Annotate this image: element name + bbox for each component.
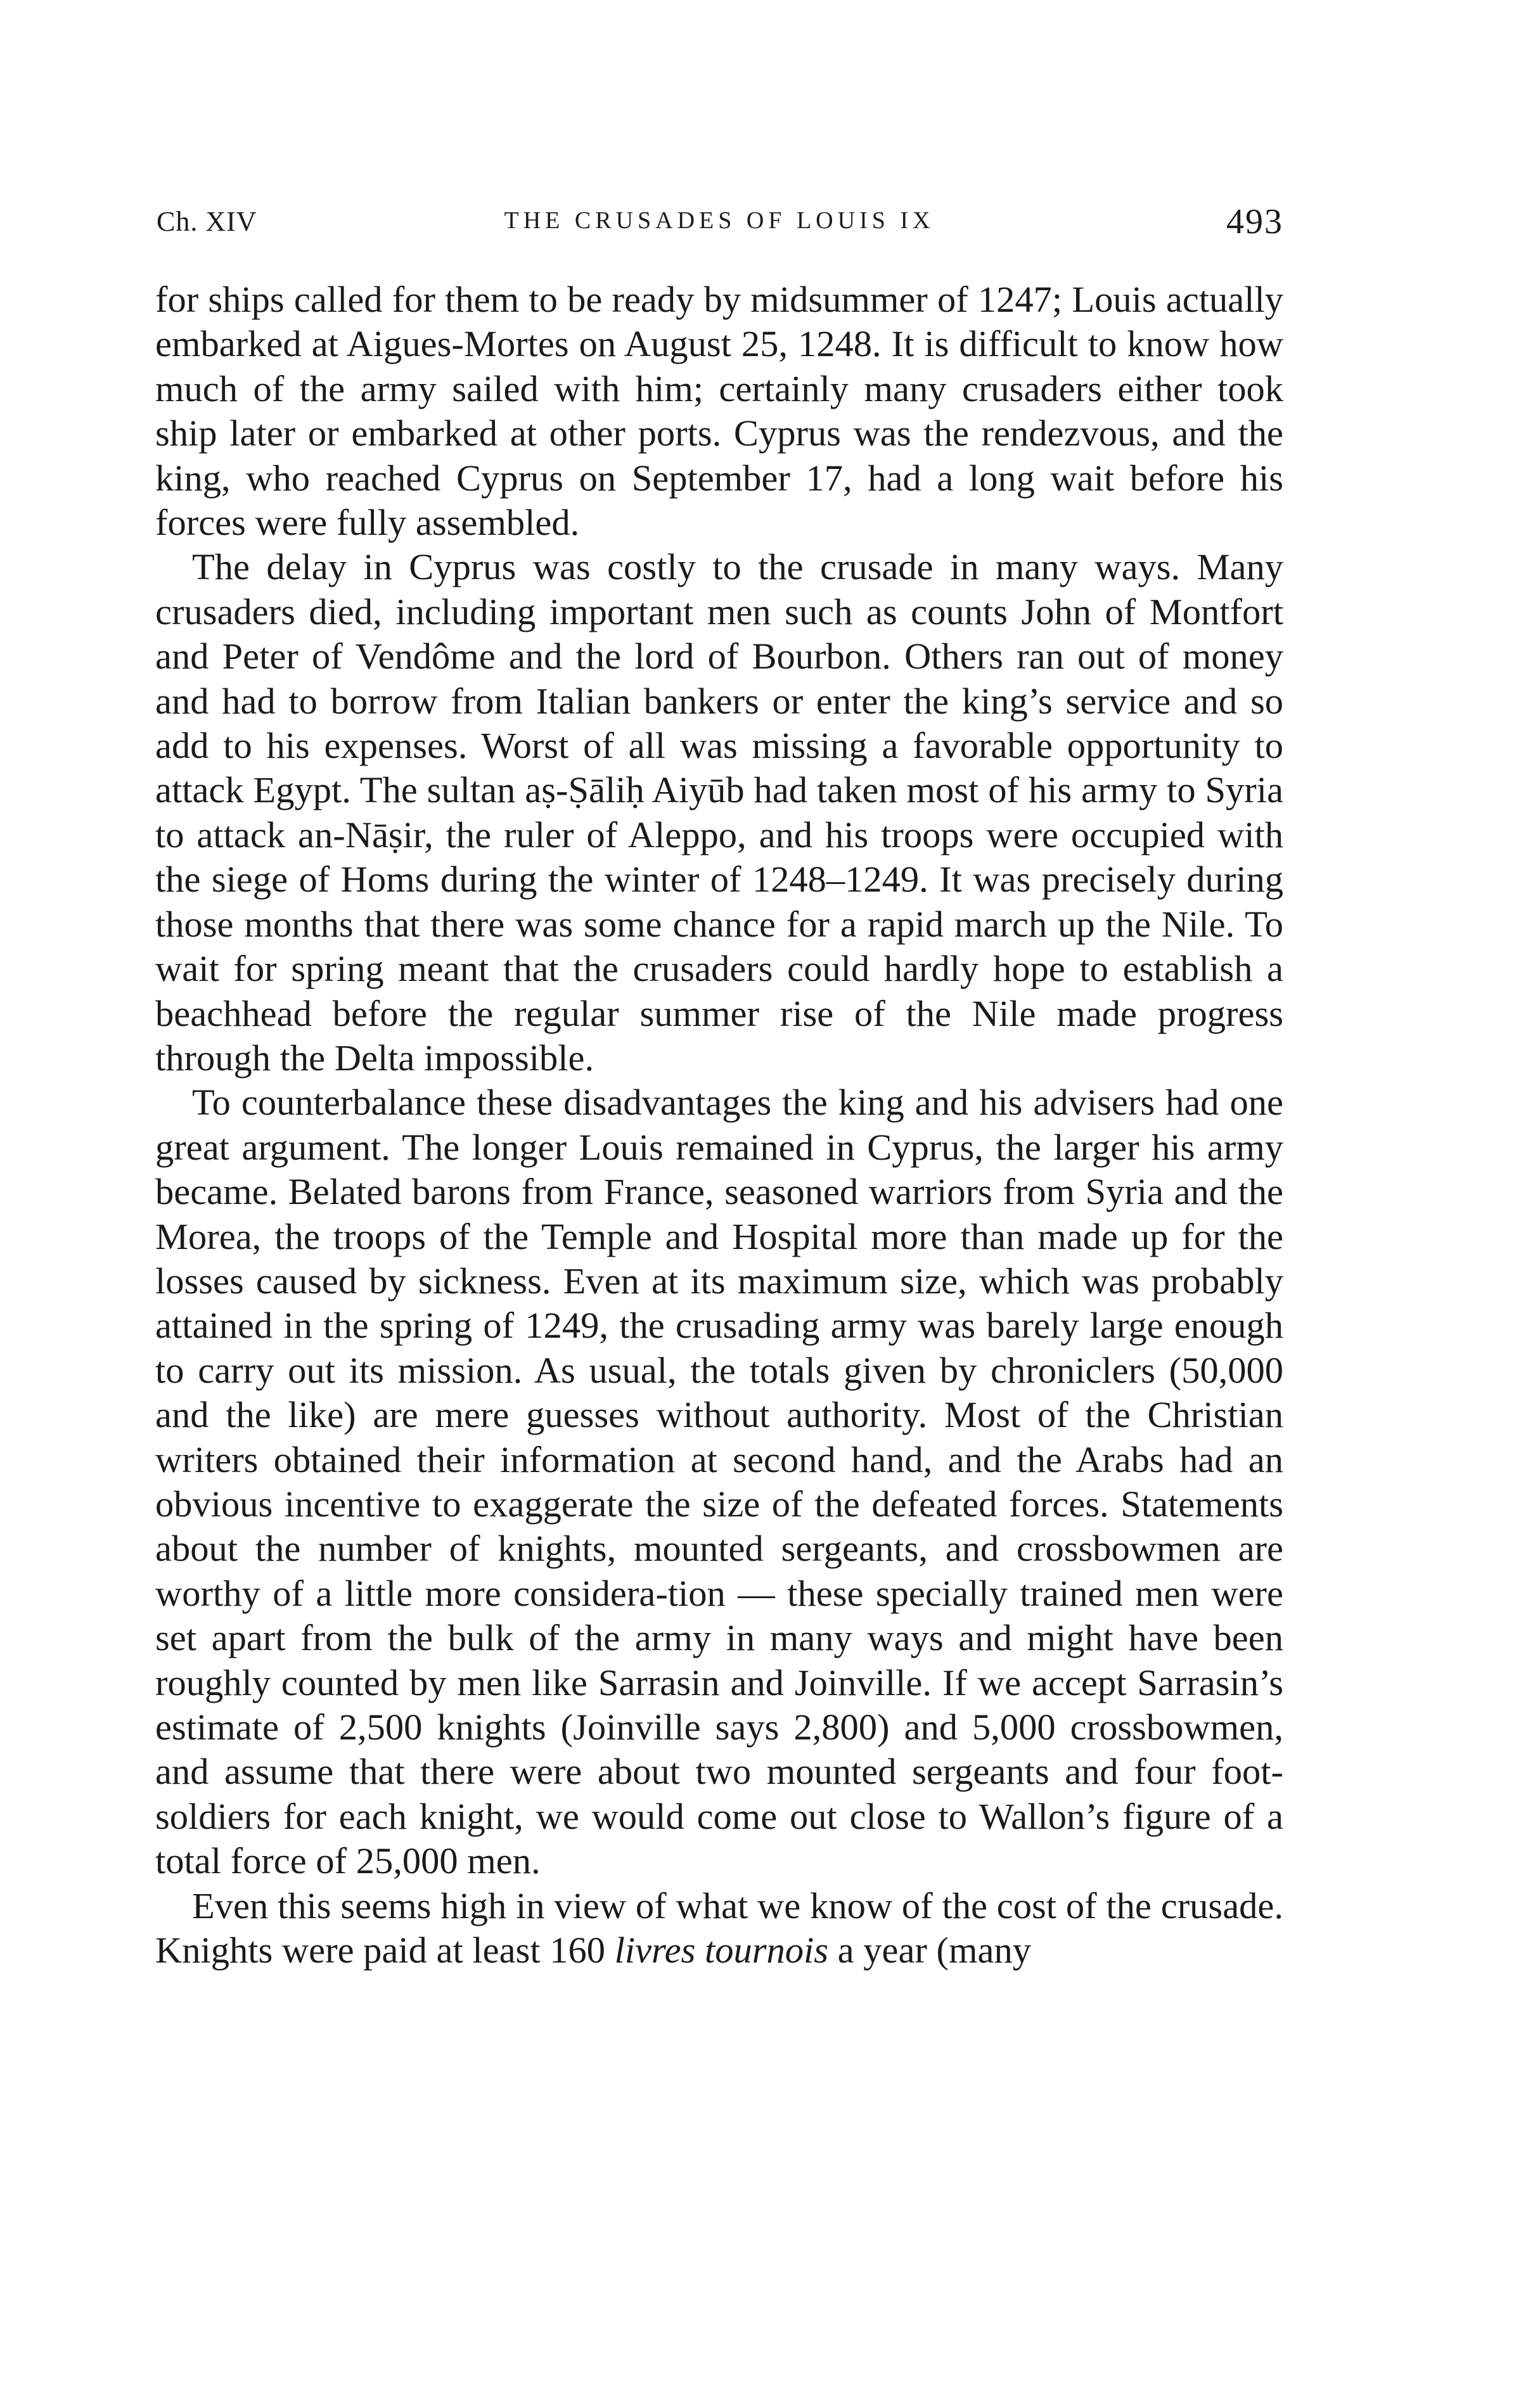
running-title: THE CRUSADES OF LOUIS IX <box>504 207 935 234</box>
body-text <box>155 278 1283 1973</box>
paragraph-4-text: Even this seems high in view of what we know of the cost of the crusade. Knights were paid at least 160 <box>155 1885 1283 1971</box>
paragraph-2: The delay in Cyprus was costly to the crusade in many ways. Many crusaders died, including important men such as counts John of Montfort and Peter of Vendôme and the lord of Bourbon. Others ran out of money and had to borrow from Italian bankers or enter the king’s service and so add to his expenses. Worst of all was missing a favorable opportunity to attack Egypt. The sultan aṣ-Ṣāliḥ Aiyūb had taken most of his army to Syria to attack an-Nāṣir, the ruler of Aleppo, and his troops were occupied with the siege of Homs during the winter of 1248–1249. It was precisely during those months that there was some chance for a rapid march up the Nile. To wait for spring meant that the crusaders could hardly hope to establish a beachhead before the regular summer rise of the Nile made progress through the Delta impossible. <box>155 546 1283 1079</box>
paragraph-3: To counterbalance these disadvantages the king and his advisers had one great argument. The longer Louis remained in Cyprus, the larger his army became. Belated barons from France, seasoned warriors from Syria and the Morea, the troops of the Temple and Hospital more than made up for the losses caused by sickness. Even at its maximum size, which was probably attained in the spring of 1249, the crusading army was barely large enough to carry out its mission. As usual, the totals given by chroniclers (50,000 and the like) are mere guesses without authority. Most of the Christian writers obtained their information at second hand, and the Arabs had an obvious incentive to exaggerate the size of the defeated forces. Statements about the number of knights, mounted sergeants, and crossbowmen are worthy of a little more considera-tion — these specially trained men were set apart from the bulk of the army in many ways and might have been roughly counted by men like Sarrasin and Joinville. If we accept Sarrasin’s estimate of 2,500 knights (Joinville says 2,800) and 5,000 crossbowmen, and assume that there were about two mounted sergeants and four foot-soldiers for each knight, we would come out close to Wallon’s figure of a total force of 25,000 men. <box>155 1082 1283 1882</box>
paragraph-1: for ships called for them to be ready by midsummer of 1247; Louis actually embarked at Aigues-Mortes on August 25, 1248. It is difficult to know how much of the army sailed with him; certainly many crusaders either took ship later or embarked at other ports. Cyprus was the rendezvous, and the king, who reached Cyprus on September 17, had a long wait before his forces were fully assembled. <box>155 279 1283 544</box>
paragraph-4 <box>155 1884 1283 1973</box>
paragraph-4-tail: a year (many <box>828 1930 1031 1971</box>
running-head <box>155 202 1283 252</box>
chapter-label: Ch. XIV <box>157 206 257 237</box>
paragraph-4-italic: livres tournois <box>614 1930 829 1971</box>
page-number: 493 <box>1226 202 1283 241</box>
